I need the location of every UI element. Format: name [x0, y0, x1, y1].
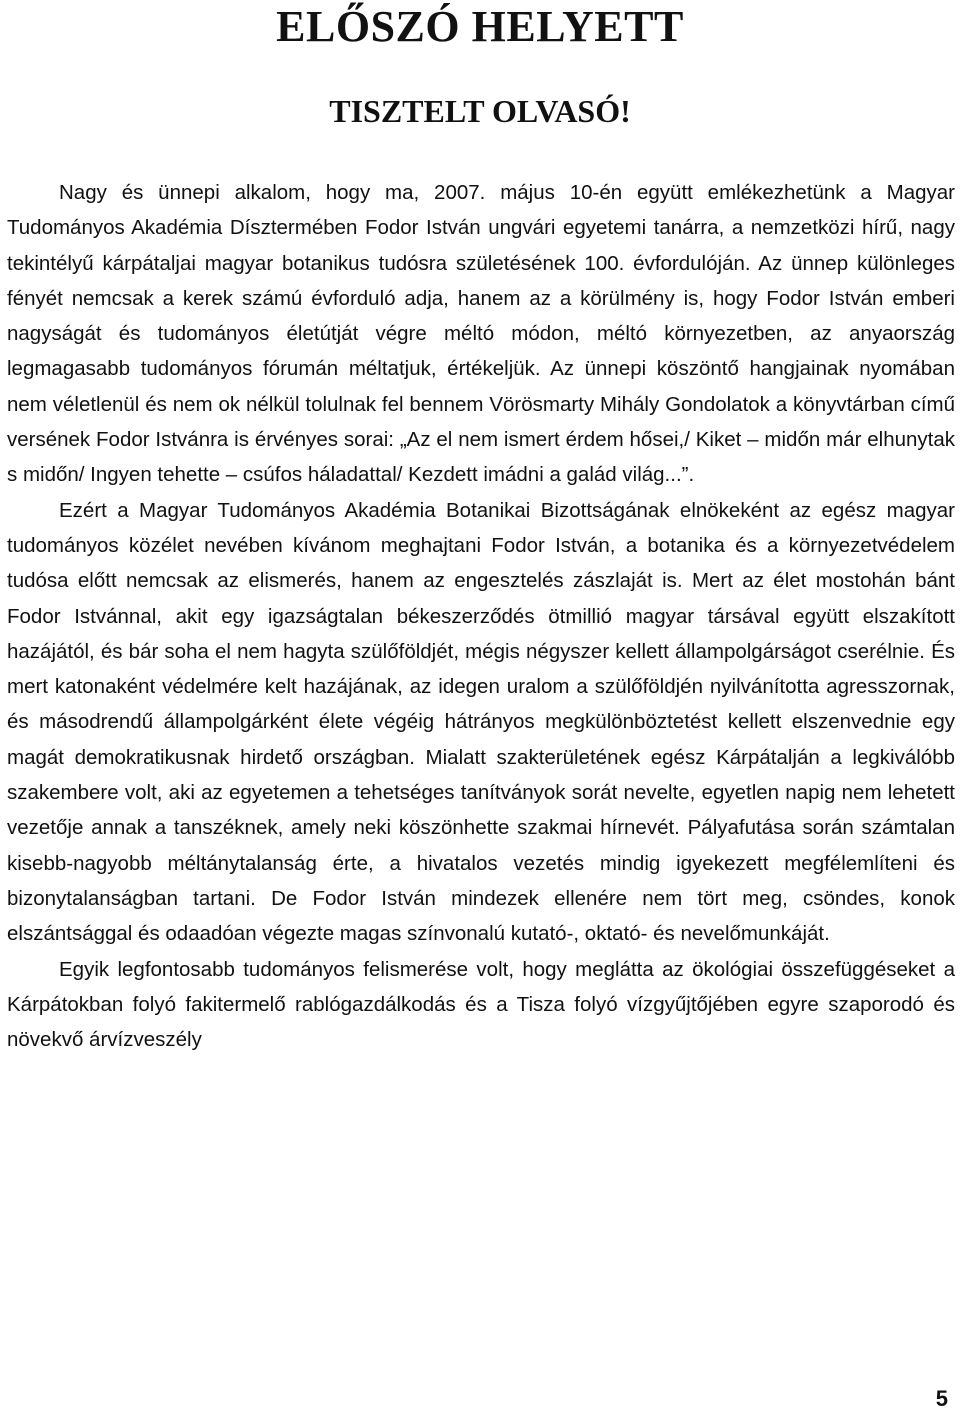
paragraph: Ezért a Magyar Tudományos Akadémia Botanikai Bizottságának elnökeként az egész magyar tudományos közélet nevében kívánom meghajtani Fodor István, a botanika és a környezetvédelem tudósa előtt nemcsak az elismerés, hanem az engesztelés zászlaját is. Mert az élet mostohán bánt Fodor Istvánnal, akit egy igazságtalan békeszerződés ötmillió magyar társával együtt elszakított hazájától, és bár soha el nem hagyta szülőföldjét, mégis négyszer kellett állampolgárságot cserélnie. És mert katonaként védelmére kelt hazájának, az idegen uralom a szülőföldjén nyilvánította agresszornak, és másodrendű állampolgárként élete végéig hátrányos megkülönböztetést kellett elszenvednie egy magát demokratikusnak hirdető országban. Mialatt szakterületének egész Kárpátalján a legkiválóbb szakembere volt, aki az egyetemen a tehetséges tanítványok sorát nevelte, egyetlen napig nem lehetett vezetője annak a tanszéknek, amely neki köszönhette szakmai hírnevét. Pályafutása során számtalan kisebb-nagyobb méltánytalanság érte, a hivatalos vezetés mindig igyekezett megfélemlíteni és bizonytalanságban tartani. De Fodor István mindezek ellenére nem tört meg, csöndes, konok elszántsággal és odaadóan végezte magas színvonalú kutató-, oktató- és nevelőmunkáját. [7, 498, 955, 946]
page-title: ELŐSZÓ HELYETT [276, 2, 684, 51]
body-text [7, 175, 955, 1057]
paragraph: Egyik legfontosabb tudományos felismerése volt, hogy meglátta az ökológiai összefüggéseket a Kárpátokban folyó fakitermelő rablógazdálkodás és a Tisza folyó vízgyűjtőjében egyre szaporodó és növekvő árvízveszély [7, 957, 955, 1052]
salutation-heading: TISZTELT OLVASÓ! [329, 93, 631, 129]
page-number: 5 [935, 1386, 948, 1411]
paragraph: Nagy és ünnepi alkalom, hogy ma, 2007. május 10-én együtt emlékezhetünk a Magyar Tudományos Akadémia Dísztermében Fodor István ungvári egyetemi tanárra, a nemzetközi hírű, nagy tekintélyű kárpátaljai magyar botanikus tudósra születésének 100. évfordulóján. Az ünnep különleges fényét nemcsak a kerek számú évforduló adja, hanem az a körülmény is, hogy Fodor István emberi nagyságát és tudományos életútját végre méltó módon, méltó környezetben, az anyaország legmagasabb tudományos fórumán méltatjuk, értékeljük. Az ünnepi köszöntő hangjainak nyomában nem véletlenül és nem ok nélkül tolulnak fel bennem Vörösmarty Mihály Gondolatok a könyvtárban című versének Fodor Istvánra is érvényes sorai: „Az el nem ismert érdem hősei,/ Kiket – midőn már elhunytak s midőn/ Ingyen tehette – csúfos háladattal/ Kezdett imádni a galád világ...”. [7, 181, 955, 487]
